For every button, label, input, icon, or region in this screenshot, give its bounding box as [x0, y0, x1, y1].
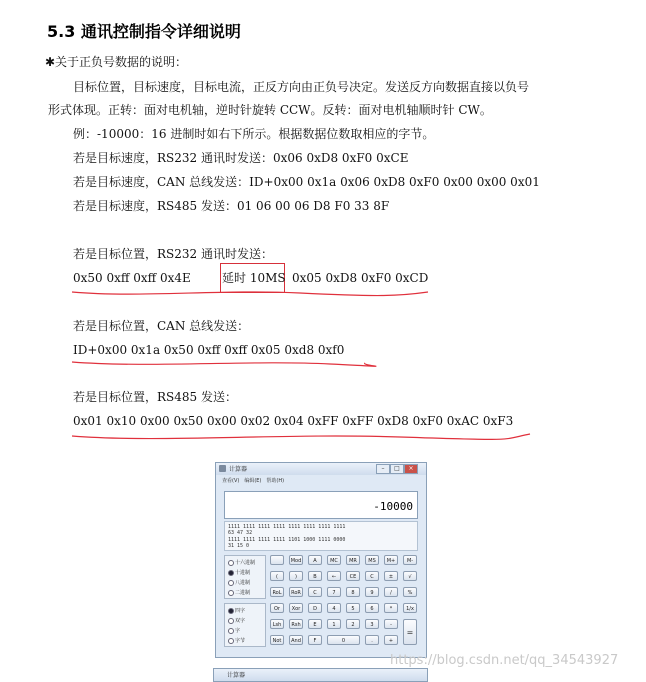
position-can-label: 若是目标位置，CAN 总线发送： — [73, 319, 250, 333]
calc-key[interactable]: B — [308, 571, 322, 581]
maximize-icon[interactable]: □ — [390, 464, 404, 474]
calc-key[interactable]: And — [289, 635, 303, 645]
calc-key[interactable]: CE — [346, 571, 360, 581]
bits-row: 1111 1111 1111 1111 1111 1111 1111 1111 — [228, 524, 346, 530]
calc-key[interactable] — [270, 555, 284, 565]
calc-key[interactable]: E — [308, 619, 322, 629]
calculator-window — [215, 462, 427, 658]
delay-label: 延时 10MS — [222, 271, 286, 285]
example-line: 例：-10000：16 进制时如右下所示。根据数据位数取相应的字节。 — [73, 127, 435, 141]
second-calculator-title: 计算器 — [227, 672, 246, 679]
calc-key[interactable]: RoL — [270, 587, 284, 597]
radio-byte[interactable]: 字节 — [228, 637, 245, 644]
radio-qword[interactable]: 四字 — [228, 607, 245, 614]
radio-dword[interactable]: 双字 — [228, 617, 245, 624]
paragraph-line: 形式体现。正转：面对电机轴，逆时针旋转 CCW。反转：面对电机轴顺时针 CW。 — [48, 103, 492, 117]
speed-rs232-line: 若是目标速度，RS232 通讯时发送：0x06 0xD8 0xF0 0xCE — [73, 151, 409, 165]
position-rs232-part2: 0x05 0xD8 0xF0 0xCD — [292, 271, 429, 285]
calc-key[interactable]: MR — [346, 555, 360, 565]
bits-row: 1111 1111 1111 1111 1101 1000 1111 0000 — [228, 537, 346, 543]
calc-key[interactable]: Rsh — [289, 619, 303, 629]
calc-key[interactable]: C — [365, 571, 379, 581]
calculator-title: 计算器 — [229, 466, 248, 473]
calc-key[interactable]: Xor — [289, 603, 303, 613]
minimize-icon[interactable]: – — [376, 464, 390, 474]
calculator-display — [224, 491, 418, 519]
calc-key[interactable]: RoR — [289, 587, 303, 597]
second-calculator-titlebar — [213, 668, 428, 682]
calc-key[interactable]: 3 — [365, 619, 379, 629]
calc-key[interactable]: 8 — [346, 587, 360, 597]
speed-can-line: 若是目标速度，CAN 总线发送：ID+0x00 0x1a 0x06 0xD8 0xF0 0x00 0x00 0x01 — [73, 175, 540, 189]
underline-rs485 — [72, 434, 530, 439]
watermark: https://blog.csdn.net/qq_34543927 — [390, 653, 619, 668]
calc-key[interactable]: M+ — [384, 555, 398, 565]
calc-key[interactable]: 4 — [327, 603, 341, 613]
bits-index: 31 15 0 — [228, 543, 250, 549]
calc-key[interactable]: 9 — [365, 587, 379, 597]
radio-hex[interactable]: 十六进制 — [228, 559, 255, 566]
calculator-titlebar — [216, 463, 426, 475]
section-title: 5.3 通讯控制指令详细说明 — [47, 22, 241, 41]
calc-key[interactable]: 1/x — [403, 603, 417, 613]
underline-can — [72, 362, 376, 366]
calc-key[interactable]: Lsh — [270, 619, 284, 629]
calc-key[interactable]: + — [384, 635, 398, 645]
calc-key[interactable]: ± — [384, 571, 398, 581]
display-value: -10000 — [373, 500, 413, 513]
radio-dec[interactable]: 十进制 — [228, 569, 250, 576]
paragraph-line: 目标位置，目标速度，目标电流，正反方向由正负号决定。发送反方向数据直接以负号 — [73, 80, 530, 94]
position-rs485-label: 若是目标位置，RS485 发送： — [73, 390, 237, 404]
calc-key[interactable]: F — [308, 635, 322, 645]
calc-key[interactable]: ( — [270, 571, 284, 581]
position-rs232-label: 若是目标位置，RS232 通讯时发送： — [73, 247, 273, 261]
calc-key[interactable]: MC — [327, 555, 341, 565]
calc-key[interactable]: . — [365, 635, 379, 645]
calc-key[interactable]: D — [308, 603, 322, 613]
calc-key[interactable]: = — [403, 619, 417, 645]
underline-rs232 — [72, 292, 428, 296]
radio-bin[interactable]: 二进制 — [228, 589, 250, 596]
calc-key[interactable]: 1 — [327, 619, 341, 629]
calculator-app-icon — [219, 465, 226, 472]
calc-key[interactable]: 6 — [365, 603, 379, 613]
calc-key[interactable]: / — [384, 587, 398, 597]
position-rs485-value: 0x01 0x10 0x00 0x50 0x00 0x02 0x04 0xFF 0xFF 0xD8 0xF0 0xAC 0xF3 — [73, 414, 514, 428]
calc-key[interactable]: A — [308, 555, 322, 565]
bit-panel — [224, 521, 418, 551]
calc-key[interactable]: 2 — [346, 619, 360, 629]
speed-rs485-line: 若是目标速度，RS485 发送：01 06 00 06 D8 F0 33 8F — [73, 199, 390, 213]
radio-word[interactable]: 字 — [228, 627, 240, 634]
radio-oct[interactable]: 八进制 — [228, 579, 250, 586]
radix-group — [224, 555, 266, 599]
calc-key[interactable]: % — [403, 587, 417, 597]
calc-key[interactable]: ) — [289, 571, 303, 581]
calc-key[interactable]: ← — [327, 571, 341, 581]
calc-key[interactable]: Not — [270, 635, 284, 645]
calc-key[interactable]: Mod — [289, 555, 303, 565]
close-icon[interactable]: × — [404, 464, 418, 474]
calc-key[interactable]: MS — [365, 555, 379, 565]
calc-key[interactable]: 5 — [346, 603, 360, 613]
calculator-menu[interactable]: 查看(V) 编辑(E) 帮助(H) — [222, 478, 285, 484]
position-rs232-part1: 0x50 0xff 0xff 0x4E — [73, 271, 191, 285]
calc-key[interactable]: Or — [270, 603, 284, 613]
bits-index: 63 47 32 — [228, 530, 253, 536]
calc-key[interactable]: 0 — [327, 635, 360, 645]
calc-key[interactable]: √ — [403, 571, 417, 581]
position-can-value: ID+0x00 0x1a 0x50 0xff 0xff 0x05 0xd8 0xf0 — [73, 343, 345, 357]
bullet-heading: ✱关于正负号数据的说明： — [45, 55, 188, 69]
calc-key[interactable]: C — [308, 587, 322, 597]
calc-key[interactable]: 7 — [327, 587, 341, 597]
calc-key[interactable]: M- — [403, 555, 417, 565]
calc-key[interactable]: - — [384, 619, 398, 629]
word-size-group — [224, 603, 266, 647]
calc-key[interactable]: * — [384, 603, 398, 613]
